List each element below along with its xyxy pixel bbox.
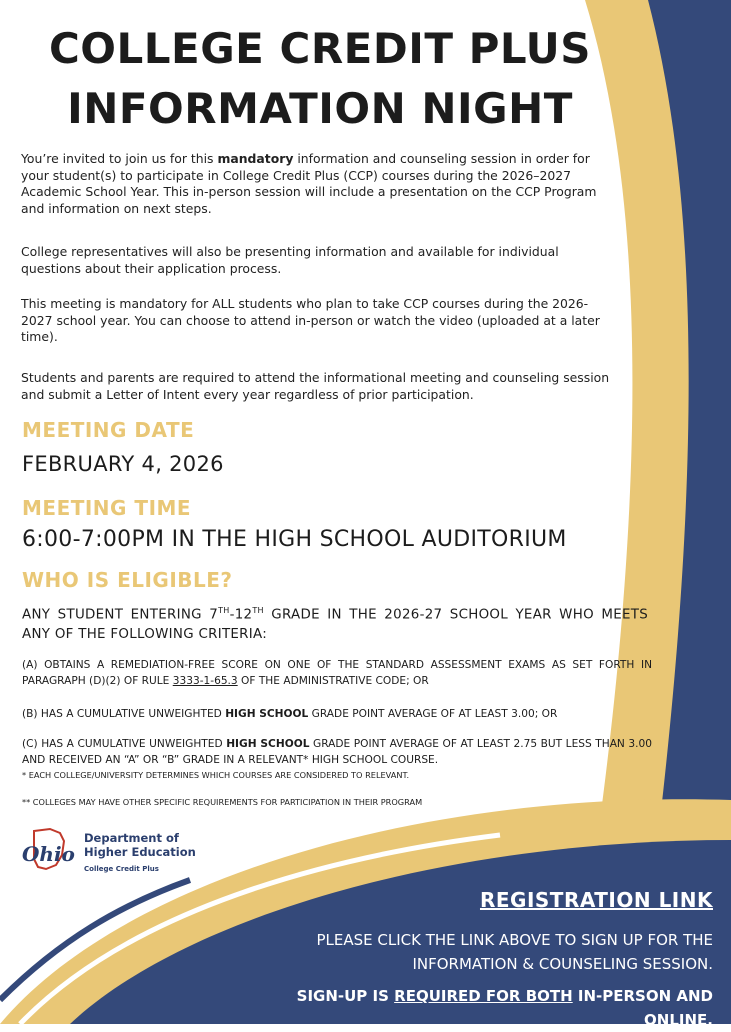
ohio-state-icon	[20, 825, 80, 880]
page-title-line1: COLLEGE CREDIT PLUS	[48, 24, 592, 73]
eligibility-intro: ANY STUDENT ENTERING 7TH-12TH GRADE IN THE 2026-27 SCHOOL YEAR WHO MEETS ANY OF THE FOLLOWING CRITERIA:	[22, 606, 648, 643]
registration-link[interactable]: REGISTRATION LINK	[479, 888, 713, 912]
criterion-a: (A) OBTAINS A REMEDIATION-FREE SCORE ON ONE OF THE STANDARD ASSESSMENT EXAMS AS SET FORTH IN PARAGRAPH (D)(2) OF RULE 3333-1-65.3 OF THE ADMINISTRATIVE CODE; OR	[22, 659, 652, 687]
logo-dept-text: Department of Higher Education	[84, 831, 196, 859]
meeting-time-label: MEETING TIME	[22, 496, 192, 520]
registration-instructions: PLEASE CLICK THE LINK ABOVE TO SIGN UP FOR THE INFORMATION & COUNSELING SESSION.	[316, 931, 713, 973]
rule-link[interactable]: 3333-1-65.3	[172, 675, 238, 687]
intro-paragraph-1: You’re invited to join us for this mandatory information and counseling session in order for your student(s) to participate in College Credit Plus (CCP) courses during the 2026–2027 Academic School Year. This in-person session will include a presentation on the CCP Program and information on next steps.	[21, 151, 597, 216]
criterion-c: (C) HAS A CUMULATIVE UNWEIGHTED HIGH SCHOOL GRADE POINT AVERAGE OF AT LEAST 2.75 BUT LESS THAN 3.00 AND RECEIVED AN “A” OR “B” GRADE IN A RELEVANT* HIGH SCHOOL COURSE.	[22, 738, 652, 766]
registration-requirement: SIGN-UP IS REQUIRED FOR BOTH IN-PERSON AND ONLINE.	[296, 987, 713, 1029]
intro-paragraph-3: This meeting is mandatory for ALL students who plan to take CCP courses during the 2026-2027 school year. You can choose to attend in-person or watch the video (uploaded at a later time).	[21, 296, 600, 345]
page-title-line2: INFORMATION NIGHT	[67, 84, 573, 133]
logo-ccp-text: College Credit Plus	[84, 865, 159, 873]
footnote-relevant: * EACH COLLEGE/UNIVERSITY DETERMINES WHICH COURSES ARE CONSIDERED TO RELEVANT.	[22, 770, 410, 780]
eligibility-label: WHO IS ELIGIBLE?	[22, 568, 233, 592]
meeting-time-value: 6:00-7:00PM IN THE HIGH SCHOOL AUDITORIUM	[22, 527, 567, 552]
meeting-date-value: FEBRUARY 4, 2026	[22, 452, 224, 476]
footnote-requirements: ** COLLEGES MAY HAVE OTHER SPECIFIC REQUIREMENTS FOR PARTICIPATION IN THEIR PROGRAM	[22, 797, 423, 807]
intro-paragraph-4: Students and parents are required to attend the informational meeting and counseling session and submit a Letter of Intent every year regardless of prior participation.	[21, 370, 610, 402]
criterion-b: (B) HAS A CUMULATIVE UNWEIGHTED HIGH SCHOOL GRADE POINT AVERAGE OF AT LEAST 3.00; OR	[22, 708, 558, 720]
ohio-dhe-logo	[20, 825, 220, 885]
ohio-script-text: Ohio	[22, 842, 75, 866]
intro-paragraph-2: College representatives will also be presenting information and available for individual questions about their application process.	[21, 244, 559, 276]
meeting-date-label: MEETING DATE	[22, 418, 195, 442]
